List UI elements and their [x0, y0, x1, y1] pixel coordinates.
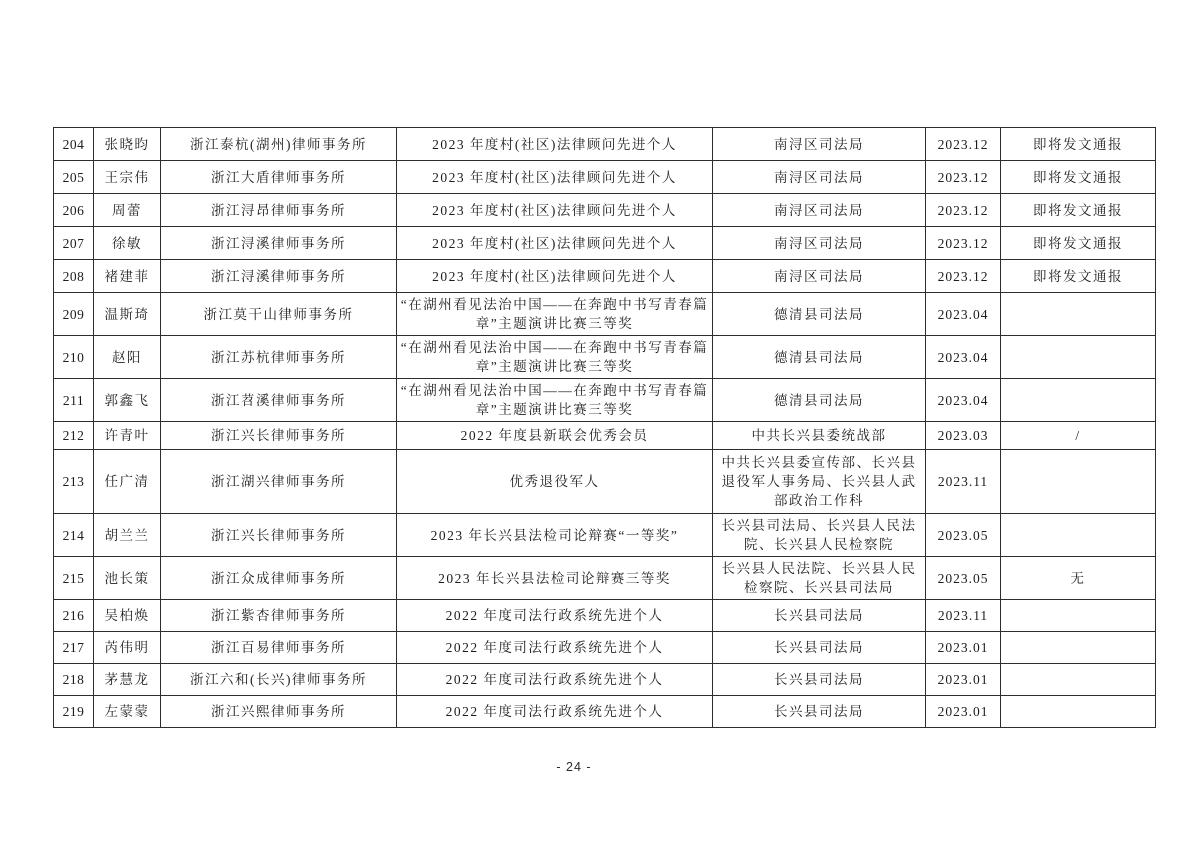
cell-authority: 长兴县司法局 — [713, 696, 926, 728]
cell-no: 211 — [54, 379, 94, 422]
cell-name: 褚建菲 — [94, 260, 161, 293]
cell-remark — [1001, 696, 1156, 728]
cell-date: 2023.11 — [926, 600, 1001, 632]
cell-date: 2023.04 — [926, 293, 1001, 336]
table-row — [54, 514, 1156, 557]
cell-firm: 浙江百易律师事务所 — [161, 632, 397, 664]
cell-no: 215 — [54, 557, 94, 600]
cell-date: 2023.12 — [926, 227, 1001, 260]
cell-remark: 无 — [1001, 557, 1156, 600]
cell-date: 2023.05 — [926, 514, 1001, 557]
cell-name: 左蒙蒙 — [94, 696, 161, 728]
cell-remark — [1001, 293, 1156, 336]
cell-no: 210 — [54, 336, 94, 379]
page-number: - 24 - — [556, 760, 592, 774]
cell-no: 204 — [54, 128, 94, 161]
cell-award: 2023 年度村(社区)法律顾问先进个人 — [397, 227, 713, 260]
cell-award: 2022 年度司法行政系统先进个人 — [397, 632, 713, 664]
cell-date: 2023.11 — [926, 450, 1001, 514]
table-row — [54, 696, 1156, 728]
cell-name: 赵阳 — [94, 336, 161, 379]
table-row — [54, 161, 1156, 194]
cell-award: “在湖州看见法治中国——在奔跑中书写青春篇章”主题演讲比赛三等奖 — [397, 293, 713, 336]
cell-remark — [1001, 632, 1156, 664]
cell-award: 2023 年度村(社区)法律顾问先进个人 — [397, 194, 713, 227]
cell-award: 2023 年长兴县法检司论辩赛三等奖 — [397, 557, 713, 600]
cell-award: “在湖州看见法治中国——在奔跑中书写青春篇章”主题演讲比赛三等奖 — [397, 336, 713, 379]
table-row — [54, 293, 1156, 336]
cell-remark: 即将发文通报 — [1001, 260, 1156, 293]
cell-authority: 南浔区司法局 — [713, 128, 926, 161]
cell-firm: 浙江兴长律师事务所 — [161, 514, 397, 557]
cell-name: 周蕾 — [94, 194, 161, 227]
cell-firm: 浙江兴熙律师事务所 — [161, 696, 397, 728]
cell-award: 2022 年度司法行政系统先进个人 — [397, 696, 713, 728]
cell-authority: 德清县司法局 — [713, 336, 926, 379]
cell-remark — [1001, 600, 1156, 632]
table-row — [54, 260, 1156, 293]
cell-name: 张晓昀 — [94, 128, 161, 161]
cell-award: 2023 年度村(社区)法律顾问先进个人 — [397, 161, 713, 194]
cell-remark — [1001, 514, 1156, 557]
cell-date: 2023.12 — [926, 128, 1001, 161]
cell-date: 2023.05 — [926, 557, 1001, 600]
cell-remark: 即将发文通报 — [1001, 194, 1156, 227]
cell-remark: 即将发文通报 — [1001, 227, 1156, 260]
cell-remark — [1001, 379, 1156, 422]
table-row — [54, 450, 1156, 514]
awards-table — [53, 127, 1156, 728]
table-row — [54, 632, 1156, 664]
cell-no: 214 — [54, 514, 94, 557]
cell-date: 2023.12 — [926, 161, 1001, 194]
cell-date: 2023.03 — [926, 422, 1001, 450]
cell-no: 209 — [54, 293, 94, 336]
cell-firm: 浙江大盾律师事务所 — [161, 161, 397, 194]
cell-date: 2023.04 — [926, 336, 1001, 379]
table-row — [54, 336, 1156, 379]
cell-name: 郭鑫飞 — [94, 379, 161, 422]
cell-award: 2023 年度村(社区)法律顾问先进个人 — [397, 260, 713, 293]
cell-award: 2023 年长兴县法检司论辩赛“一等奖” — [397, 514, 713, 557]
cell-name: 吴柏焕 — [94, 600, 161, 632]
cell-no: 208 — [54, 260, 94, 293]
cell-name: 胡兰兰 — [94, 514, 161, 557]
cell-date: 2023.01 — [926, 632, 1001, 664]
cell-name: 徐敏 — [94, 227, 161, 260]
cell-remark — [1001, 336, 1156, 379]
cell-date: 2023.04 — [926, 379, 1001, 422]
table-row — [54, 664, 1156, 696]
cell-name: 芮伟明 — [94, 632, 161, 664]
cell-authority: 长兴县司法局 — [713, 664, 926, 696]
table-row — [54, 194, 1156, 227]
cell-authority: 长兴县人民法院、长兴县人民检察院、长兴县司法局 — [713, 557, 926, 600]
cell-name: 茅慧龙 — [94, 664, 161, 696]
cell-name: 池长策 — [94, 557, 161, 600]
cell-authority: 长兴县司法局、长兴县人民法院、长兴县人民检察院 — [713, 514, 926, 557]
cell-firm: 浙江湖兴律师事务所 — [161, 450, 397, 514]
cell-firm: 浙江浔昂律师事务所 — [161, 194, 397, 227]
cell-firm: 浙江浔溪律师事务所 — [161, 227, 397, 260]
cell-authority: 德清县司法局 — [713, 293, 926, 336]
cell-authority: 南浔区司法局 — [713, 161, 926, 194]
table-row — [54, 128, 1156, 161]
cell-remark — [1001, 664, 1156, 696]
cell-firm: 浙江泰杭(湖州)律师事务所 — [161, 128, 397, 161]
table-row — [54, 600, 1156, 632]
cell-name: 王宗伟 — [94, 161, 161, 194]
cell-remark: / — [1001, 422, 1156, 450]
cell-authority: 长兴县司法局 — [713, 600, 926, 632]
cell-firm: 浙江六和(长兴)律师事务所 — [161, 664, 397, 696]
cell-authority: 南浔区司法局 — [713, 260, 926, 293]
cell-no: 206 — [54, 194, 94, 227]
cell-date: 2023.01 — [926, 696, 1001, 728]
cell-no: 205 — [54, 161, 94, 194]
cell-no: 219 — [54, 696, 94, 728]
cell-award: 2023 年度村(社区)法律顾问先进个人 — [397, 128, 713, 161]
table-row — [54, 227, 1156, 260]
cell-firm: 浙江紫杏律师事务所 — [161, 600, 397, 632]
cell-no: 216 — [54, 600, 94, 632]
cell-no: 218 — [54, 664, 94, 696]
cell-firm: 浙江浔溪律师事务所 — [161, 260, 397, 293]
cell-authority: 德清县司法局 — [713, 379, 926, 422]
cell-remark: 即将发文通报 — [1001, 128, 1156, 161]
cell-award: “在湖州看见法治中国——在奔跑中书写青春篇章”主题演讲比赛三等奖 — [397, 379, 713, 422]
cell-award: 2022 年度司法行政系统先进个人 — [397, 600, 713, 632]
table-row — [54, 379, 1156, 422]
cell-date: 2023.12 — [926, 194, 1001, 227]
cell-remark: 即将发文通报 — [1001, 161, 1156, 194]
cell-award: 2022 年度县新联会优秀会员 — [397, 422, 713, 450]
cell-no: 212 — [54, 422, 94, 450]
table-row — [54, 422, 1156, 450]
cell-authority: 南浔区司法局 — [713, 227, 926, 260]
cell-firm: 浙江莫干山律师事务所 — [161, 293, 397, 336]
cell-award: 优秀退役军人 — [397, 450, 713, 514]
cell-firm: 浙江众成律师事务所 — [161, 557, 397, 600]
cell-authority: 长兴县司法局 — [713, 632, 926, 664]
cell-date: 2023.12 — [926, 260, 1001, 293]
cell-no: 207 — [54, 227, 94, 260]
cell-firm: 浙江兴长律师事务所 — [161, 422, 397, 450]
cell-award: 2022 年度司法行政系统先进个人 — [397, 664, 713, 696]
cell-firm: 浙江苕溪律师事务所 — [161, 379, 397, 422]
cell-authority: 南浔区司法局 — [713, 194, 926, 227]
cell-name: 许青叶 — [94, 422, 161, 450]
cell-no: 213 — [54, 450, 94, 514]
awards-table-body — [54, 128, 1156, 728]
cell-firm: 浙江苏杭律师事务所 — [161, 336, 397, 379]
cell-authority: 中共长兴县委宣传部、长兴县退役军人事务局、长兴县人武部政治工作科 — [713, 450, 926, 514]
cell-name: 任广清 — [94, 450, 161, 514]
cell-authority: 中共长兴县委统战部 — [713, 422, 926, 450]
cell-name: 温斯琦 — [94, 293, 161, 336]
table-row — [54, 557, 1156, 600]
cell-remark — [1001, 450, 1156, 514]
cell-no: 217 — [54, 632, 94, 664]
cell-date: 2023.01 — [926, 664, 1001, 696]
